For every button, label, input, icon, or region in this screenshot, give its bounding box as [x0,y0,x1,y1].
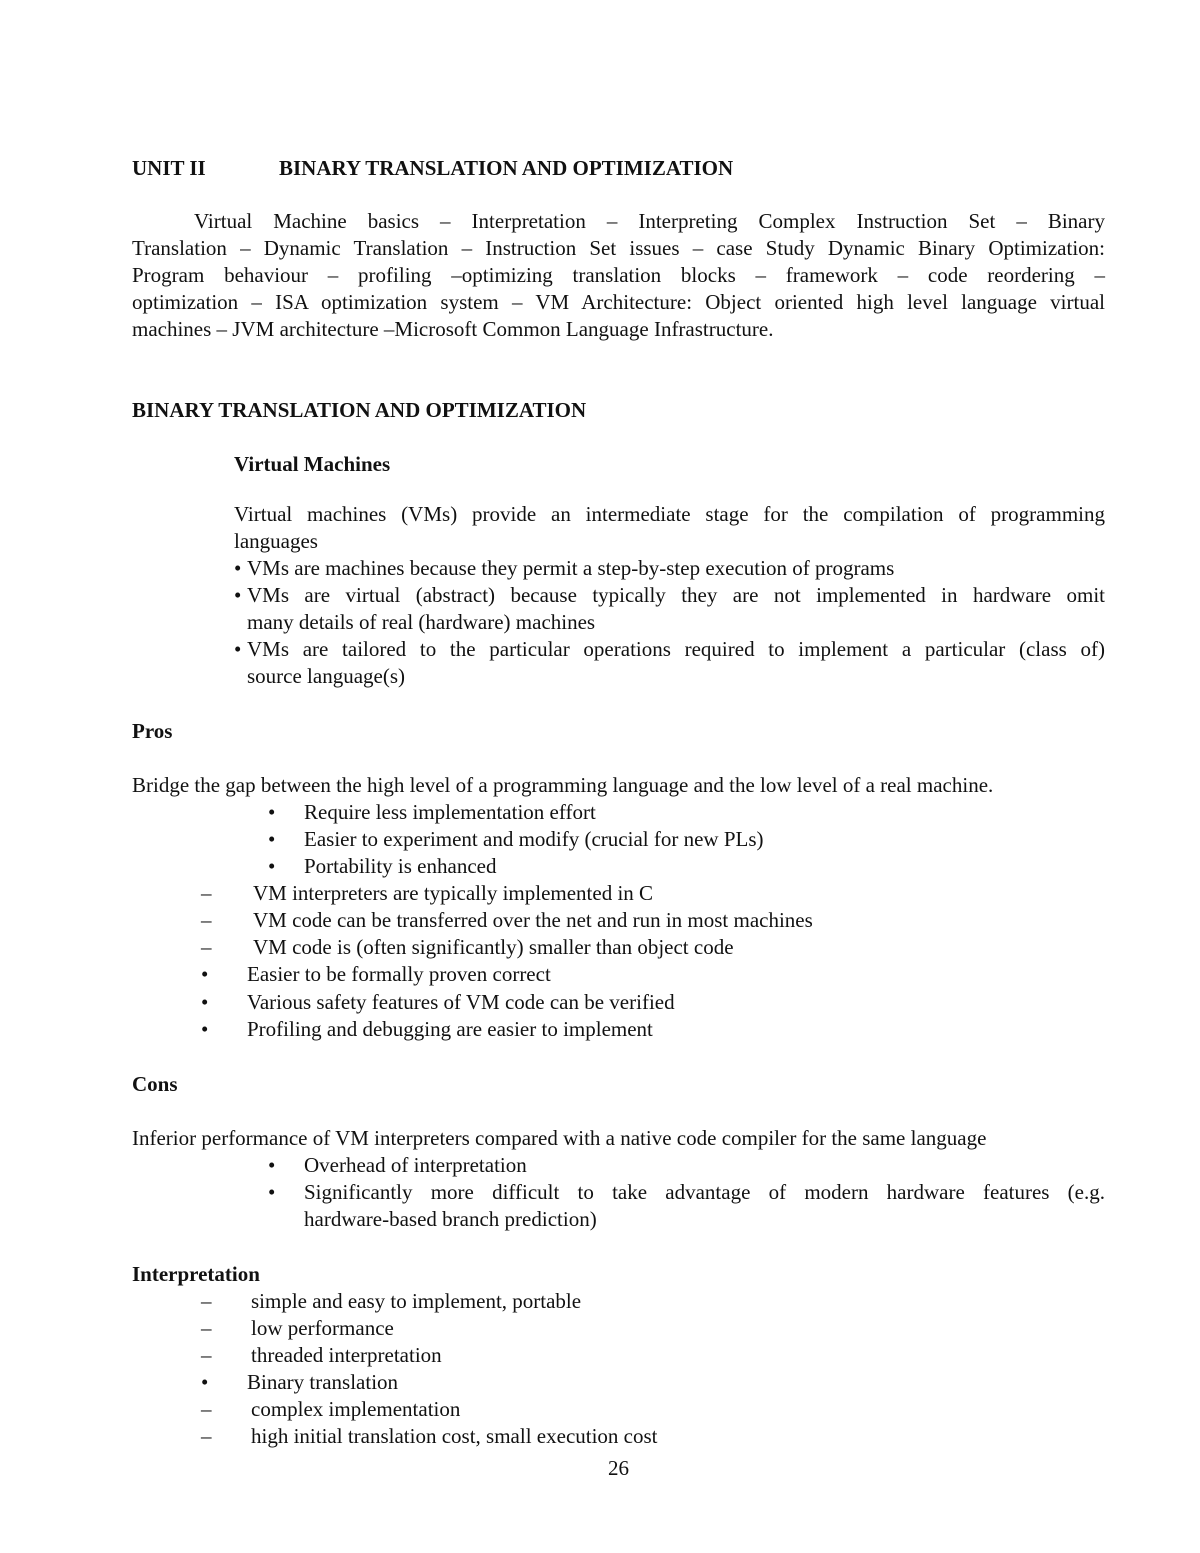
list-marker: – [201,1343,212,1367]
list-marker: – [201,1289,212,1313]
vm-bullet-text: VMs are tailored to the particular operations required to implement a particular (class of) [247,637,1105,661]
list-item: VM interpreters are typically implemented in C [253,881,654,905]
list-item: Require less implementation effort [304,800,596,824]
syllabus-line: machines – JVM architecture –Microsoft Common Language Infrastructure. [132,317,774,341]
interpretation-heading: Interpretation [132,1262,260,1286]
list-item: Overhead of interpretation [304,1153,527,1177]
virtual-machines-heading: Virtual Machines [234,452,391,476]
list-item: Portability is enhanced [304,854,497,878]
section-heading: BINARY TRANSLATION AND OPTIMIZATION [132,398,587,422]
syllabus-line: Translation – Dynamic Translation – Instruction Set issues – case Study Dynamic Binary Optimization: [132,236,1105,260]
list-item: VM code is (often significantly) smaller than object code [253,935,734,959]
bullet-icon: • [234,583,242,607]
cons-heading: Cons [132,1072,178,1096]
list-marker: – [201,881,212,905]
syllabus-line: optimization – ISA optimization system – VM Architecture: Object oriented high level language virtual [132,290,1105,314]
list-marker: • [268,854,276,878]
list-item: Various safety features of VM code can be verified [247,990,675,1014]
list-item: Easier to experiment and modify (crucial for new PLs) [304,827,764,851]
vm-bullet-text: VMs are virtual (abstract) because typically they are not implemented in hardware omit [247,583,1105,607]
list-marker: • [201,990,209,1014]
unit-title: BINARY TRANSLATION AND OPTIMIZATION [279,156,734,180]
list-item: low performance [251,1316,394,1340]
list-item: Easier to be formally proven correct [247,962,551,986]
list-marker: • [268,1153,276,1177]
list-marker: – [201,1316,212,1340]
syllabus-line: Program behaviour – profiling –optimizing translation blocks – framework – code reordering – [132,263,1105,287]
pros-intro: Bridge the gap between the high level of a programming language and the low level of a real machine. [132,773,994,797]
list-item: Profiling and debugging are easier to implement [247,1017,653,1041]
vm-bullet-text: VMs are machines because they permit a step-by-step execution of programs [247,556,895,580]
list-marker: • [268,827,276,851]
page-number: 26 [608,1456,629,1480]
vm-intro-line: Virtual machines (VMs) provide an intermediate stage for the compilation of programming [234,502,1105,526]
syllabus-line: Virtual Machine basics – Interpretation – Interpreting Complex Instruction Set – Binary [194,209,1105,233]
unit-label: UNIT II [132,156,206,180]
list-marker: • [268,1180,276,1204]
list-item: VM code can be transferred over the net and run in most machines [253,908,813,932]
list-marker: • [201,962,209,986]
pros-heading: Pros [132,719,173,743]
list-item: complex implementation [251,1397,461,1421]
list-marker: – [201,908,212,932]
list-item: high initial translation cost, small execution cost [251,1424,658,1448]
list-marker: • [201,1370,209,1394]
list-marker: – [201,1397,212,1421]
bullet-icon: • [234,637,242,661]
list-item: hardware-based branch prediction) [304,1207,597,1231]
list-item: Binary translation [247,1370,399,1394]
list-marker: – [201,1424,212,1448]
vm-intro-line: languages [234,529,318,553]
list-marker: • [268,800,276,824]
list-item: threaded interpretation [251,1343,442,1367]
vm-bullet-text: source language(s) [247,664,406,688]
cons-intro: Inferior performance of VM interpreters compared with a native code compiler for the same language [132,1126,987,1150]
list-item: simple and easy to implement, portable [251,1289,582,1313]
bullet-icon: • [234,556,242,580]
list-marker: – [201,935,212,959]
vm-bullet-text: many details of real (hardware) machines [247,610,596,634]
list-marker: • [201,1017,209,1041]
list-item: Significantly more difficult to take advantage of modern hardware features (e.g. [304,1180,1105,1204]
